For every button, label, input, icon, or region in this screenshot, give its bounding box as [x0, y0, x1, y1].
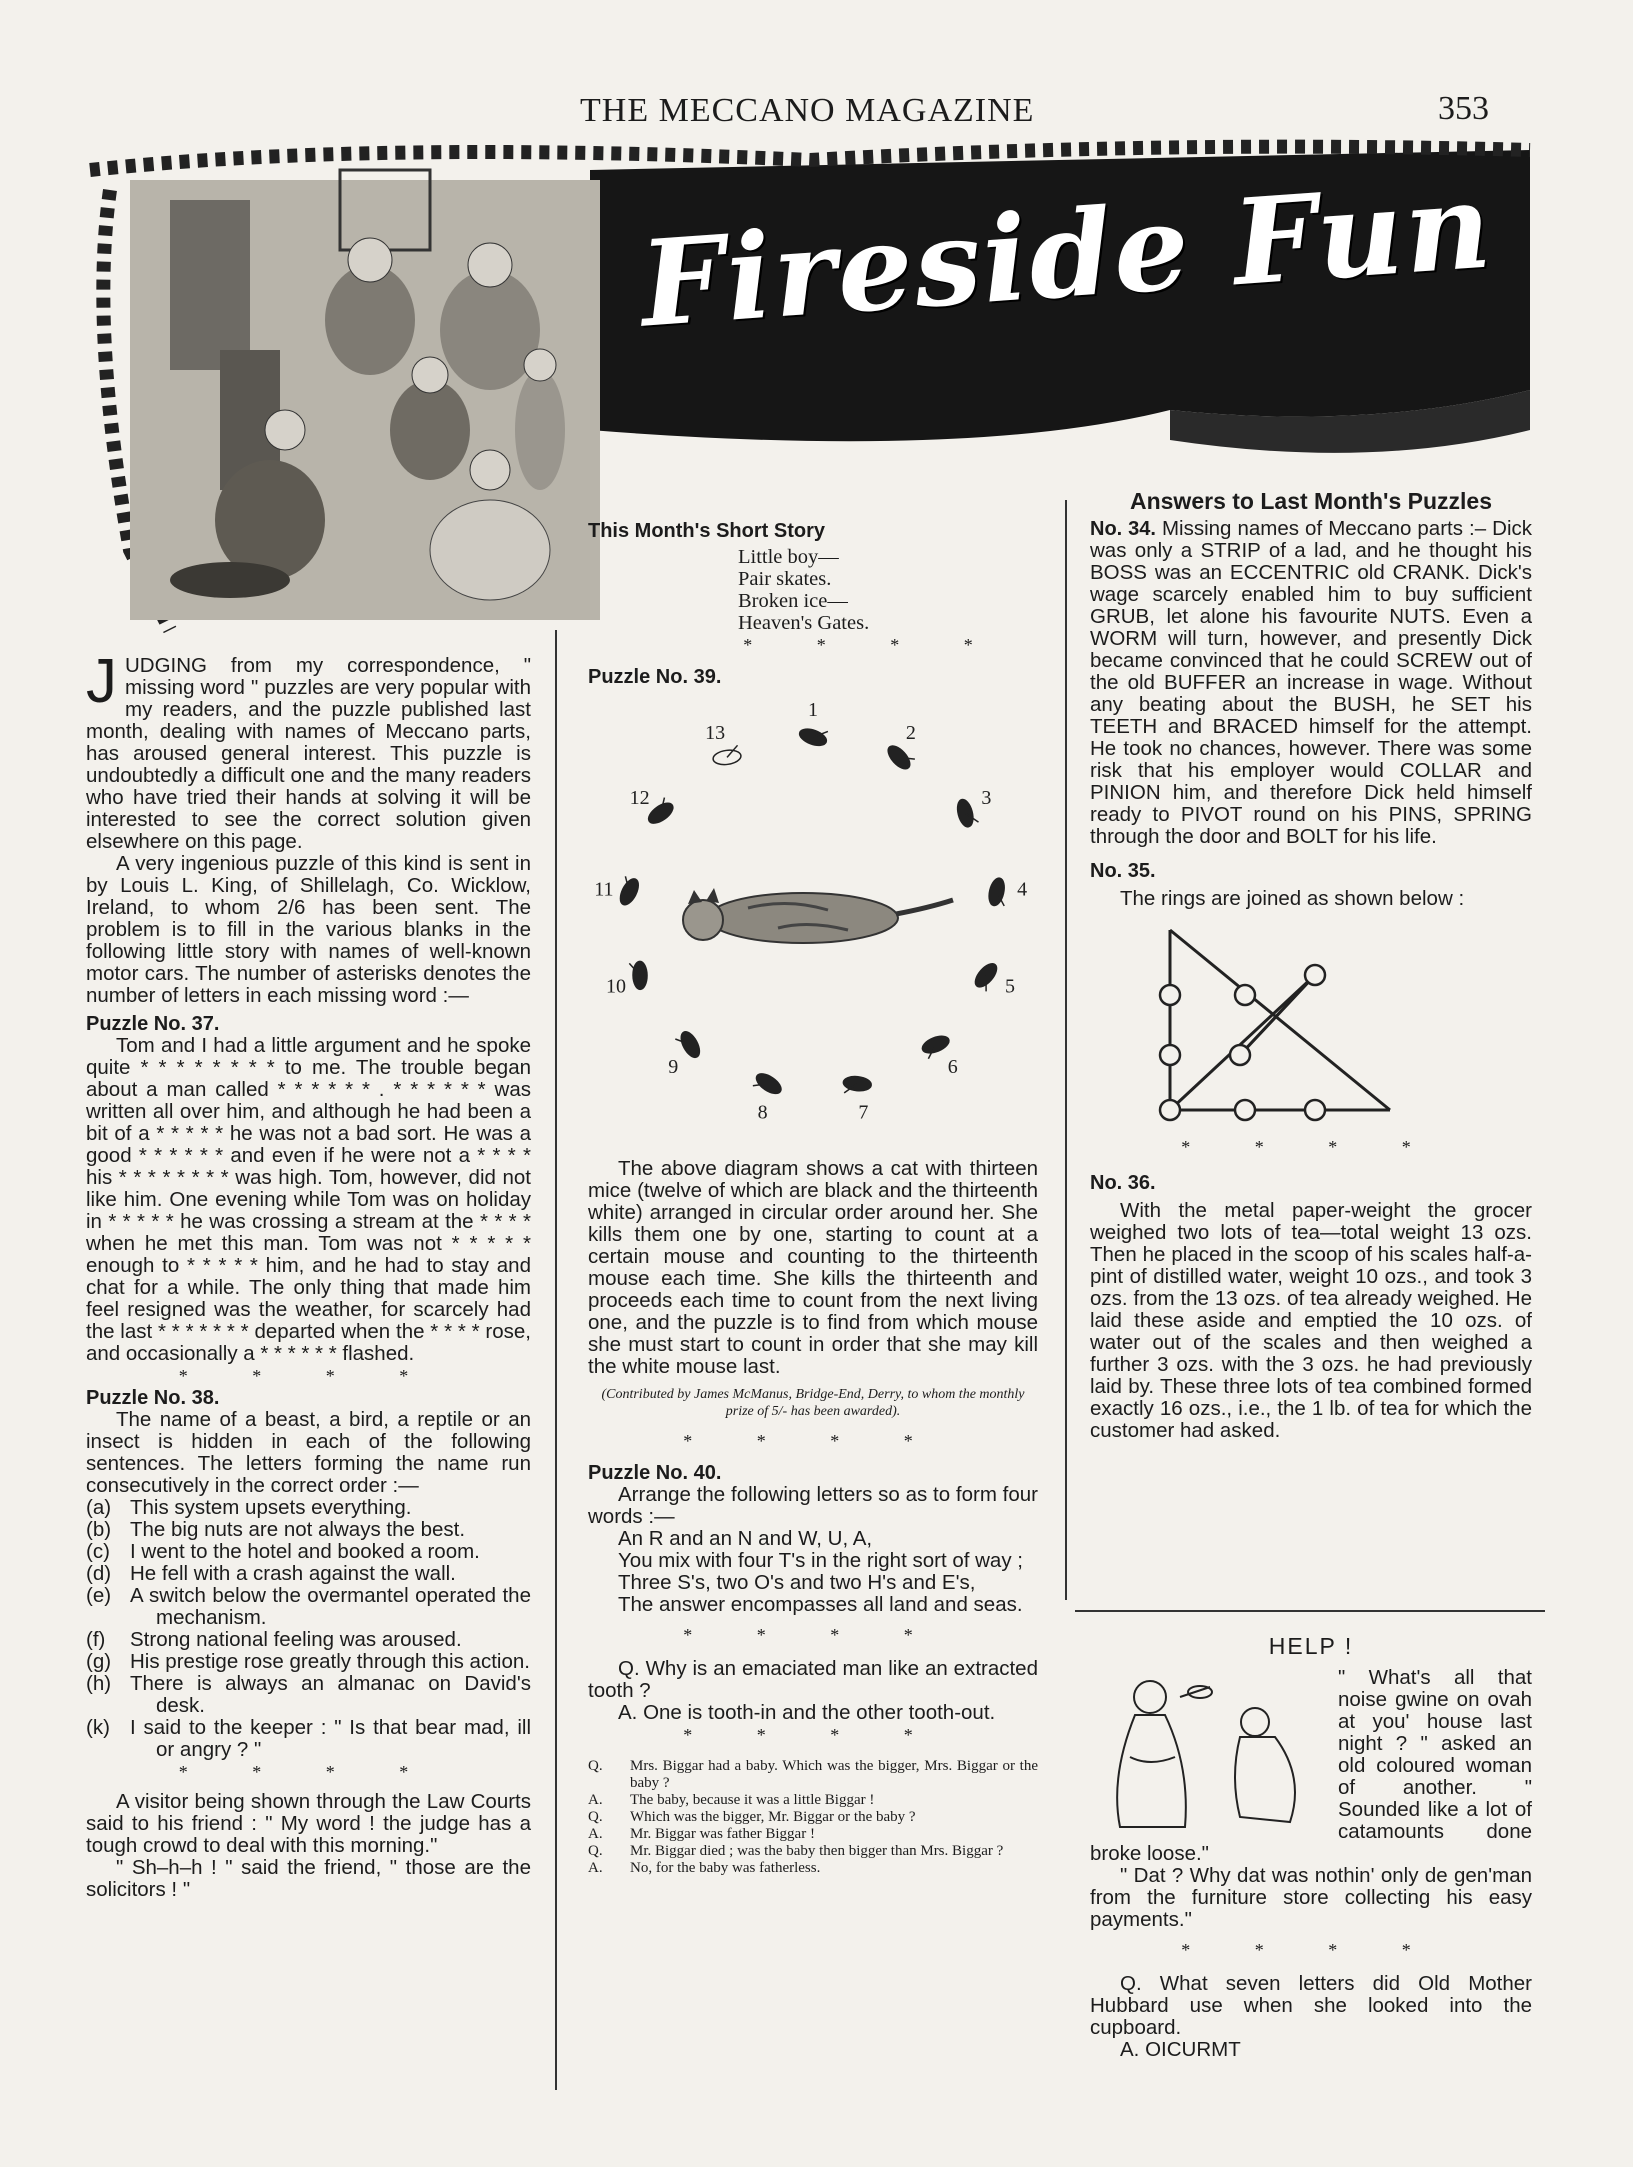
list-item: (c) I went to the hotel and booked a room. — [86, 1540, 480, 1563]
mouse-number-label: 13 — [705, 722, 726, 745]
riddle-question: Q. Why is an emaciated man like an extracted tooth ? — [588, 1657, 1038, 1702]
black-mouse — [955, 798, 976, 829]
list-item: (k) I said to the keeper : " Is that bear mad, ill or angry ? " — [86, 1716, 531, 1761]
banner-title: Fireside Fun — [636, 155, 1497, 354]
mouse-number-label: 2 — [905, 722, 916, 745]
poem-line: Little boy— — [738, 546, 839, 568]
mouse-number-label: 1 — [808, 698, 818, 721]
mouse-number-label: 9 — [668, 1055, 679, 1078]
answer-34-text: Missing names of Meccano parts :– Dick was only a STRIP of a lad, and he thought his BOSS was an ECCENTRIC old CRANK. Dick's wage scarcely enabled him to buy sufficient GRUB, let alone his favourite NUTS. Even a WORM will turn, however, and presently Dick became convinced that he could SCREW out of the old BUFFER an increase in wage. Without any beating about the BUSH, he SET his TEETH and BRACED himself for the attempt. He took no chances, however. There was some risk that his employer would COLLAR and PINION him, and therefore Dick held himself ready to PIVOT round on his PINS, SPRING through the door and BOLT for his life. — [1090, 517, 1533, 848]
section-stars: * * * * — [683, 1725, 943, 1745]
section-stars: * * * * — [178, 1762, 439, 1782]
answer-36-text: With the metal paper-weight the grocer weighed two lots of tea—total weight 13 ozs. Then he placed in the scoop of his scales half-a-pint of distilled water, weight 10 ozs., and took 3 ozs. from the 13 ozs. of tea already weighed. He laid these aside and emptied the 10 ozs. of water out of the scales and then weighed a further 3 ozs. with the 3 ozs. he had previously laid by. These three lots of tea combined formed exactly 16 ozs., i.e., the 1 lb. of tea for which the customer had asked. — [1090, 1199, 1532, 1442]
magazine-title: THE MECCANO MAGAZINE — [580, 92, 1035, 129]
puzzle-39-credit: (Contributed by James McManus, Bridge-End, Derry, to whom the monthly prize of 5/- has been awarded). — [601, 1387, 1025, 1419]
puzzle-39-text: The above diagram shows a cat with thirteen mice (twelve of which are black and the thirteenth white) arranged in circular order around her. She kills them one by one, starting to count at a certain mouse and counting to the thirteenth mouse each time. She kills the thirteenth and proceeds each time to count from the next living one, and the puzzle is to find from which mouse she must start to count in order that she may kill the white mouse last. — [588, 1157, 1038, 1378]
column-divider-left — [555, 630, 557, 2090]
page-number: 353 — [1438, 90, 1489, 127]
black-mouse — [633, 961, 647, 989]
help-title: HELP ! — [1268, 1633, 1354, 1659]
mouse-number-label: 10 — [605, 975, 626, 998]
poem-line: Broken ice— — [738, 590, 848, 612]
answer-34-title: No. 34. — [1090, 518, 1156, 540]
help-cartoon — [1090, 1667, 1330, 1842]
list-item: (a) This system upsets everything. — [86, 1496, 412, 1519]
section-stars: * * * * — [743, 635, 1003, 655]
verse-line: You mix with four T's in the right sort of way ; — [618, 1549, 1023, 1572]
mouse-number-label: 11 — [594, 878, 614, 901]
intro-paragraph-2: A very ingenious puzzle of this kind is sent in by Louis L. King, of Shillelagh, Co. Wicklow, Ireland, to whom 2/6 has been sent. The problem is to fill in the various blanks in the following little story with names of well-known motor cars. The number of asterisks denotes the number of letters in each missing word :— — [86, 852, 531, 1007]
list-item: (g) His prestige rose greatly through this action. — [86, 1650, 530, 1673]
intro-paragraph: UDGING from my correspondence, " missing word " puzzles are very popular with my readers, and the puzzle published last month, dealing with names of Meccano parts, has aroused general interest. This puzzle is undoubtedly a difficult one and the many readers who have tried their hands at solving it will be interested to see the correct solution given elsewhere on this page. — [86, 654, 531, 853]
mouse-number-label: 6 — [947, 1055, 958, 1078]
list-item: (d) He fell with a crash against the wall. — [86, 1562, 456, 1585]
qa-row: A. The baby, because it was a little Biggar ! — [588, 1792, 875, 1808]
black-mouse — [884, 742, 913, 772]
black-mouse — [677, 1029, 703, 1060]
cat-mice-diagram — [588, 688, 1038, 1158]
help-text-2: " Dat ? Why dat was nothin' only de gen'man from the furniture store collecting his easy payments." — [1090, 1864, 1532, 1931]
joke-punchline: " Sh–h–h ! " said the friend, " those are the solicitors ! " — [86, 1856, 531, 1901]
puzzle-38-text: The name of a beast, a bird, a reptile or an insect is hidden in each of the following sentences. The letters forming the name run consecutively in the correct order :— — [86, 1408, 531, 1497]
mouse-number-label: 8 — [757, 1101, 768, 1124]
black-mouse — [987, 877, 1007, 907]
mouse-number-label: 7 — [858, 1101, 869, 1124]
verse-line: An R and an N and W, U, A, — [618, 1527, 873, 1550]
column-one — [86, 647, 531, 1901]
puzzle-39-title: Puzzle No. 39. — [588, 666, 722, 688]
cat-figure — [683, 888, 953, 943]
answer-35-text: The rings are joined as shown below : — [1120, 887, 1465, 910]
mouse-number-label: 5 — [1005, 975, 1016, 998]
hubbard-question: Q. What seven letters did Old Mother Hubbard use when she looked into the cupboard. — [1090, 1972, 1532, 2039]
section-stars: * * * * — [1181, 1940, 1441, 1960]
riddle-answer: A. One is tooth-in and the other tooth-out. — [618, 1701, 996, 1724]
black-mouse — [617, 876, 642, 907]
hubbard-answer: A. OICURMT — [1120, 2038, 1241, 2061]
section-stars: * * * * — [683, 1431, 943, 1451]
qa-row: Q. Mrs. Biggar had a baby. Which was the bigger, Mrs. Biggar or the baby ? — [588, 1758, 1038, 1791]
verse-line: The answer encompasses all land and seas. — [618, 1593, 1023, 1616]
mouse-number-label: 3 — [981, 786, 992, 809]
poem-line: Pair skates. — [738, 568, 832, 590]
verse-line: Three S's, two O's and two H's and E's, — [618, 1571, 976, 1594]
help-section — [1090, 1635, 1532, 2061]
puzzle-40-intro: Arrange the following letters so as to form four words :— — [588, 1483, 1038, 1528]
answer-35-title: No. 35. — [1090, 860, 1156, 882]
puzzle-40-title: Puzzle No. 40. — [588, 1462, 722, 1484]
puzzle-37-text: Tom and I had a little argument and he spoke quite * * * * * * * * to me. The trouble began about a man called * * * * * * . * * * * * * was written all over him, and although he had been a bit of a * * * * * he was not a bad sort. He was a good * * * * * * and even if he were not a * * * * his * * * * * * * * was high. Tom, however, did not like him. One evening while Tom was on holiday in * * * * * he was crossing a stream at the * * * * when he met this man. Tom was not * * * * * enough to * * * * * him, and he had to stay and chat for a while. The only thing that made him feel resigned was the weather, for scarcely had the last * * * * * * * departed when the * * * * rose, and occasionally a * * * * * * flashed. — [86, 1034, 531, 1365]
answer-36-title: No. 36. — [1090, 1172, 1156, 1194]
joke-text: A visitor being shown through the Law Courts said to his friend : " My word ! the judge has a tough crowd to deal with this morning." — [86, 1790, 531, 1857]
column-divider-right — [1065, 500, 1067, 1600]
puzzle-38-list — [86, 1497, 531, 1761]
poem-line: Heaven's Gates. — [738, 612, 870, 634]
qa-row: A. No, for the baby was fatherless. — [588, 1860, 821, 1876]
qa-row: Q. Mr. Biggar died ; was the baby then bigger than Mrs. Biggar ? — [588, 1843, 1004, 1859]
puzzle-37-title: Puzzle No. 37. — [86, 1013, 220, 1035]
list-item: (h) There is always an almanac on David's desk. — [86, 1672, 531, 1717]
section-rule — [1075, 1610, 1545, 1612]
column-three — [1090, 490, 1532, 1442]
qa-row: Q. Which was the bigger, Mr. Biggar or the baby ? — [588, 1809, 916, 1825]
section-stars: * * * * — [178, 1366, 439, 1386]
list-item: (e) A switch below the overmantel operated the mechanism. — [86, 1584, 531, 1629]
help-text-1: " What's all that noise gwine on ovah at you' house last night ? " asked an old coloured woman of another. " Sounded like a lot of catamounts done broke loose." — [1090, 1666, 1532, 1865]
section-stars: * * * * — [1181, 1137, 1441, 1157]
drop-cap: J — [86, 647, 117, 716]
list-item: (b) The big nuts are not always the best. — [86, 1518, 466, 1541]
column-two — [588, 520, 1038, 1877]
short-story-poem — [588, 546, 1038, 634]
mouse-number-label: 4 — [1017, 878, 1028, 901]
list-item: (f) Strong national feeling was aroused. — [86, 1628, 462, 1651]
qa-row: A. Mr. Biggar was father Biggar ! — [588, 1826, 815, 1842]
mouse-number-label: 12 — [629, 786, 650, 809]
biggar-riddle — [588, 1758, 1038, 1877]
short-story-title: This Month's Short Story — [588, 520, 825, 542]
section-stars: * * * * — [683, 1625, 943, 1645]
puzzle-38-title: Puzzle No. 38. — [86, 1387, 220, 1409]
black-mouse — [843, 1075, 872, 1092]
answers-title: Answers to Last Month's Puzzles — [1129, 488, 1493, 514]
rings-diagram — [1090, 910, 1532, 1140]
